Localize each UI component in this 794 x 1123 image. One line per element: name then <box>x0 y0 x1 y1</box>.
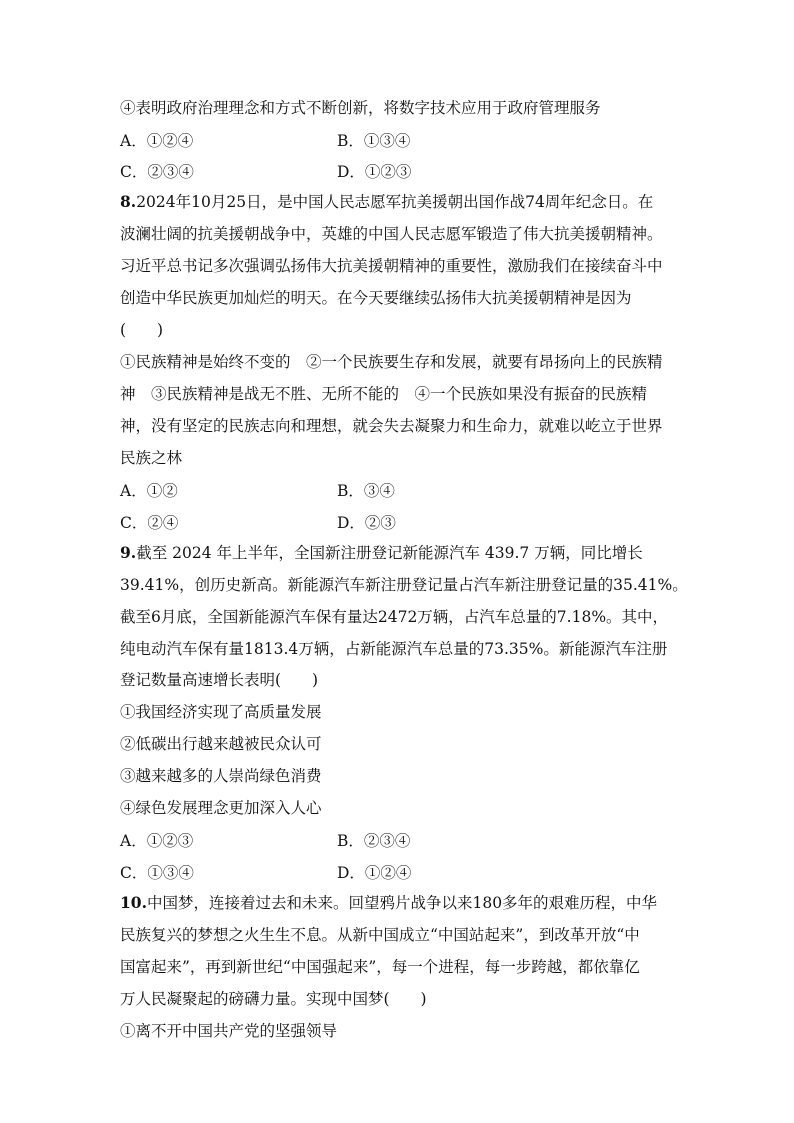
top-statement-4: ④表明政府治理理念和方式不断创新，将数字技术应用于政府管理服务 <box>120 99 601 117</box>
top-option-d: D．①②③ <box>337 163 412 181</box>
q9-line-4: 纯电动汽车保有量1813.4万辆，占新能源汽车总量的73.35%。新能源汽车注册 <box>120 640 668 658</box>
q8-text-1: 2024年10月25日，是中国人民志愿军抗美援朝出国作战74周年纪念日。在 <box>136 193 654 211</box>
q10-line-3: 国富起来”，再到新世纪“中国强起来”，每一个进程，每一步跨越，都依靠亿 <box>120 958 640 976</box>
q9-statement-4: ④绿色发展理念更加深入人心 <box>120 799 322 817</box>
q9-option-a: A．①②③ <box>120 832 194 850</box>
q10-line-1 <box>120 893 680 913</box>
q9-line-3: 截至6月底，全国新能源汽车保有量达2472万辆，占汽车总量的7.18%。其中， <box>120 608 669 626</box>
q10-statement-1: ①离不开中国共产党的坚强领导 <box>120 1022 338 1040</box>
q8-line-3: 习近平总书记多次强调弘扬伟大抗美援朝精神的重要性，激励我们在接续奋斗中 <box>120 257 663 275</box>
q9-statement-1: ①我国经济实现了高质量发展 <box>120 703 322 721</box>
q8-line-5: ( ) <box>120 321 164 339</box>
q8-statements-2: 神 ③民族精神是战无不胜、无所不能的 ④一个民族如果没有振奋的民族精 <box>120 385 648 403</box>
q9-option-d: D．①②④ <box>337 864 412 882</box>
q10-text-1: 中国梦，连接着过去和未来。回望鸦片战争以来180多年的艰难历程，中华 <box>146 894 658 912</box>
q9-line-1 <box>120 543 680 563</box>
q9-line-2: 39.41%，创历史新高。新能源汽车新注册登记量占汽车新注册登记量的35.41%。 <box>120 576 688 594</box>
top-option-c: C．②③④ <box>120 163 194 181</box>
q8-statements-4: 民族之林 <box>120 449 183 467</box>
q9-option-c: C．①③④ <box>120 864 194 882</box>
q9-number: 9. <box>120 543 137 562</box>
q8-number: 8. <box>120 192 137 211</box>
q8-option-b: B．③④ <box>337 482 395 500</box>
top-option-a: A．①②④ <box>120 132 194 150</box>
q8-option-c: C．②④ <box>120 514 179 532</box>
q10-line-4: 万人民凝聚起的磅礴力量。实现中国梦( ) <box>120 990 427 1008</box>
q8-line-4: 创造中华民族更加灿烂的明天。在今天要继续弘扬伟大抗美援朝精神是因为 <box>120 289 632 307</box>
q8-statements-3: 神，没有坚定的民族志向和理想，就会失去凝聚力和生命力，就难以屹立于世界 <box>120 417 663 435</box>
top-option-b: B．①③④ <box>337 132 411 150</box>
q8-option-a: A．①② <box>120 482 178 500</box>
q9-option-b: B．②③④ <box>337 832 411 850</box>
q9-statement-2: ②低碳出行越来越被民众认可 <box>120 735 322 753</box>
q9-text-1: 截至 2024 年上半年，全国新注册登记新能源汽车 439.7 万辆，同比增长 <box>136 544 643 562</box>
q8-line-1 <box>120 192 680 212</box>
q9-line-5: 登记数量高速增长表明( ) <box>120 671 319 689</box>
q10-line-2: 民族复兴的梦想之火生生不息。从新中国成立“中国站起来”，到改革开放“中 <box>120 926 640 944</box>
q8-line-2: 波澜壮阔的抗美援朝战争中，英雄的中国人民志愿军锻造了伟大抗美援朝精神。 <box>120 225 663 243</box>
q8-option-d: D．②③ <box>337 514 396 532</box>
q9-statement-3: ③越来越多的人崇尚绿色消费 <box>120 767 322 785</box>
q10-number: 10. <box>120 893 147 912</box>
q8-statements-1: ①民族精神是始终不变的 ②一个民族要生存和发展，就要有昂扬向上的民族精 <box>120 353 663 371</box>
